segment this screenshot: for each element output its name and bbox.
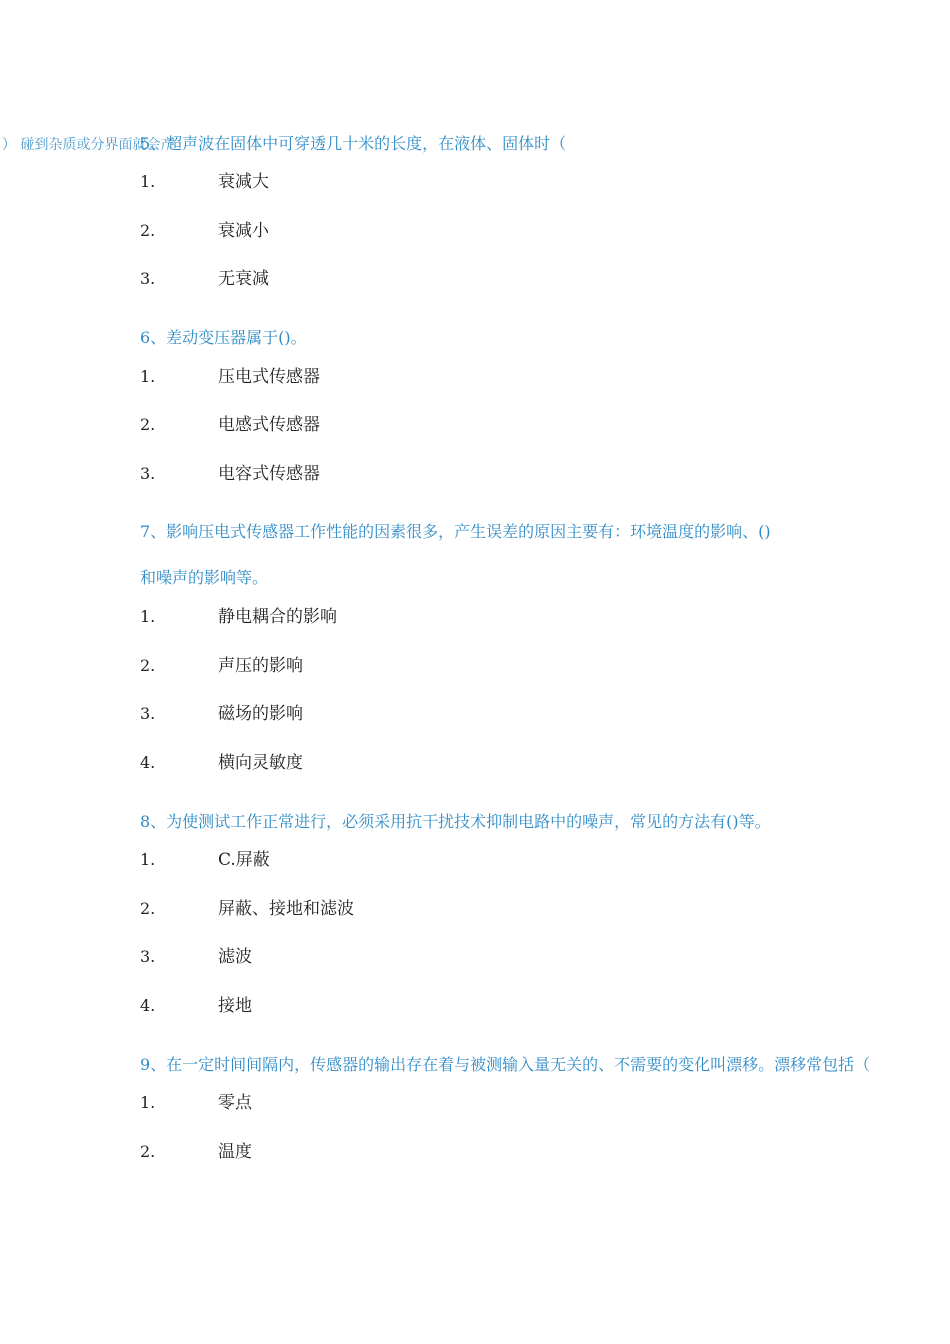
option-text: 声压的影响	[218, 656, 303, 676]
option-text: 无衰减	[218, 269, 269, 289]
option-number: 3.	[140, 947, 156, 966]
option-text: 滤波	[218, 947, 252, 967]
option-number: 4.	[140, 996, 156, 1015]
option-number: 4.	[140, 753, 156, 772]
question-8-option-4	[140, 994, 252, 1018]
question-8-option-1	[140, 848, 270, 872]
question-6-option-2	[140, 413, 320, 437]
option-text: 磁场的影响	[218, 704, 303, 724]
option-number: 3.	[140, 704, 156, 723]
question-5-option-3	[140, 267, 269, 291]
question-5-text: 5、超声波在固体中可穿透几十米的长度，在液体、固体时（	[140, 134, 567, 153]
question-6-text: 6、差动变压器属于()。	[140, 328, 307, 347]
option-text: 温度	[218, 1142, 252, 1162]
option-number: 2.	[140, 415, 156, 434]
question-7-option-4	[140, 751, 303, 775]
question-8-option-3	[140, 945, 252, 969]
question-8-text: 8、为使测试工作正常进行，必须采用抗干扰技术抑制电路中的噪声，常见的方法有()等。	[140, 812, 771, 831]
option-number: 3.	[140, 269, 156, 288]
option-number: 2.	[140, 1142, 156, 1161]
option-text: 屏蔽、接地和滤波	[218, 899, 354, 919]
question-7-option-1	[140, 605, 337, 629]
question-5-option-2	[140, 219, 269, 243]
option-number: 1.	[140, 172, 156, 191]
option-number: 1.	[140, 850, 156, 869]
option-text: 零点	[218, 1093, 252, 1113]
option-text: 接地	[218, 996, 252, 1016]
option-number: 3.	[140, 464, 156, 483]
question-6-option-3	[140, 462, 320, 486]
option-text: 电容式传感器	[218, 464, 320, 484]
option-number: 1.	[140, 607, 156, 626]
option-number: 1.	[140, 367, 156, 386]
option-text: 电感式传感器	[218, 415, 320, 435]
question-7-option-2	[140, 654, 303, 678]
overlapping-text-fragment: ） 碰到杂质或分界面就会产	[2, 137, 175, 153]
question-8-option-2	[140, 897, 354, 921]
option-text: 衰减小	[218, 221, 269, 241]
question-9-option-1	[140, 1091, 252, 1115]
option-number: 2.	[140, 656, 156, 675]
question-7-text-line-2: 和噪声的影响等。	[140, 568, 269, 587]
option-number: 2.	[140, 221, 156, 240]
option-number: 1.	[140, 1093, 156, 1112]
option-text: 横向灵敏度	[218, 753, 303, 773]
question-6-option-1	[140, 365, 320, 389]
question-7-text-line-1: 7、影响压电式传感器工作性能的因素很多，产生误差的原因主要有：环境温度的影响、()	[140, 522, 771, 541]
option-number: 2.	[140, 899, 156, 918]
option-text: 静电耦合的影响	[218, 607, 337, 627]
option-text: C.屏蔽	[218, 850, 270, 870]
question-9-option-2	[140, 1140, 252, 1164]
option-text: 衰减大	[218, 172, 269, 192]
question-9-text: 9、在一定时间间隔内，传感器的输出存在着与被测输入量无关的、不需要的变化叫漂移。漂移常包括（	[140, 1055, 871, 1074]
question-5-option-1	[140, 170, 269, 194]
option-text: 压电式传感器	[218, 367, 320, 387]
question-7-option-3	[140, 702, 303, 726]
